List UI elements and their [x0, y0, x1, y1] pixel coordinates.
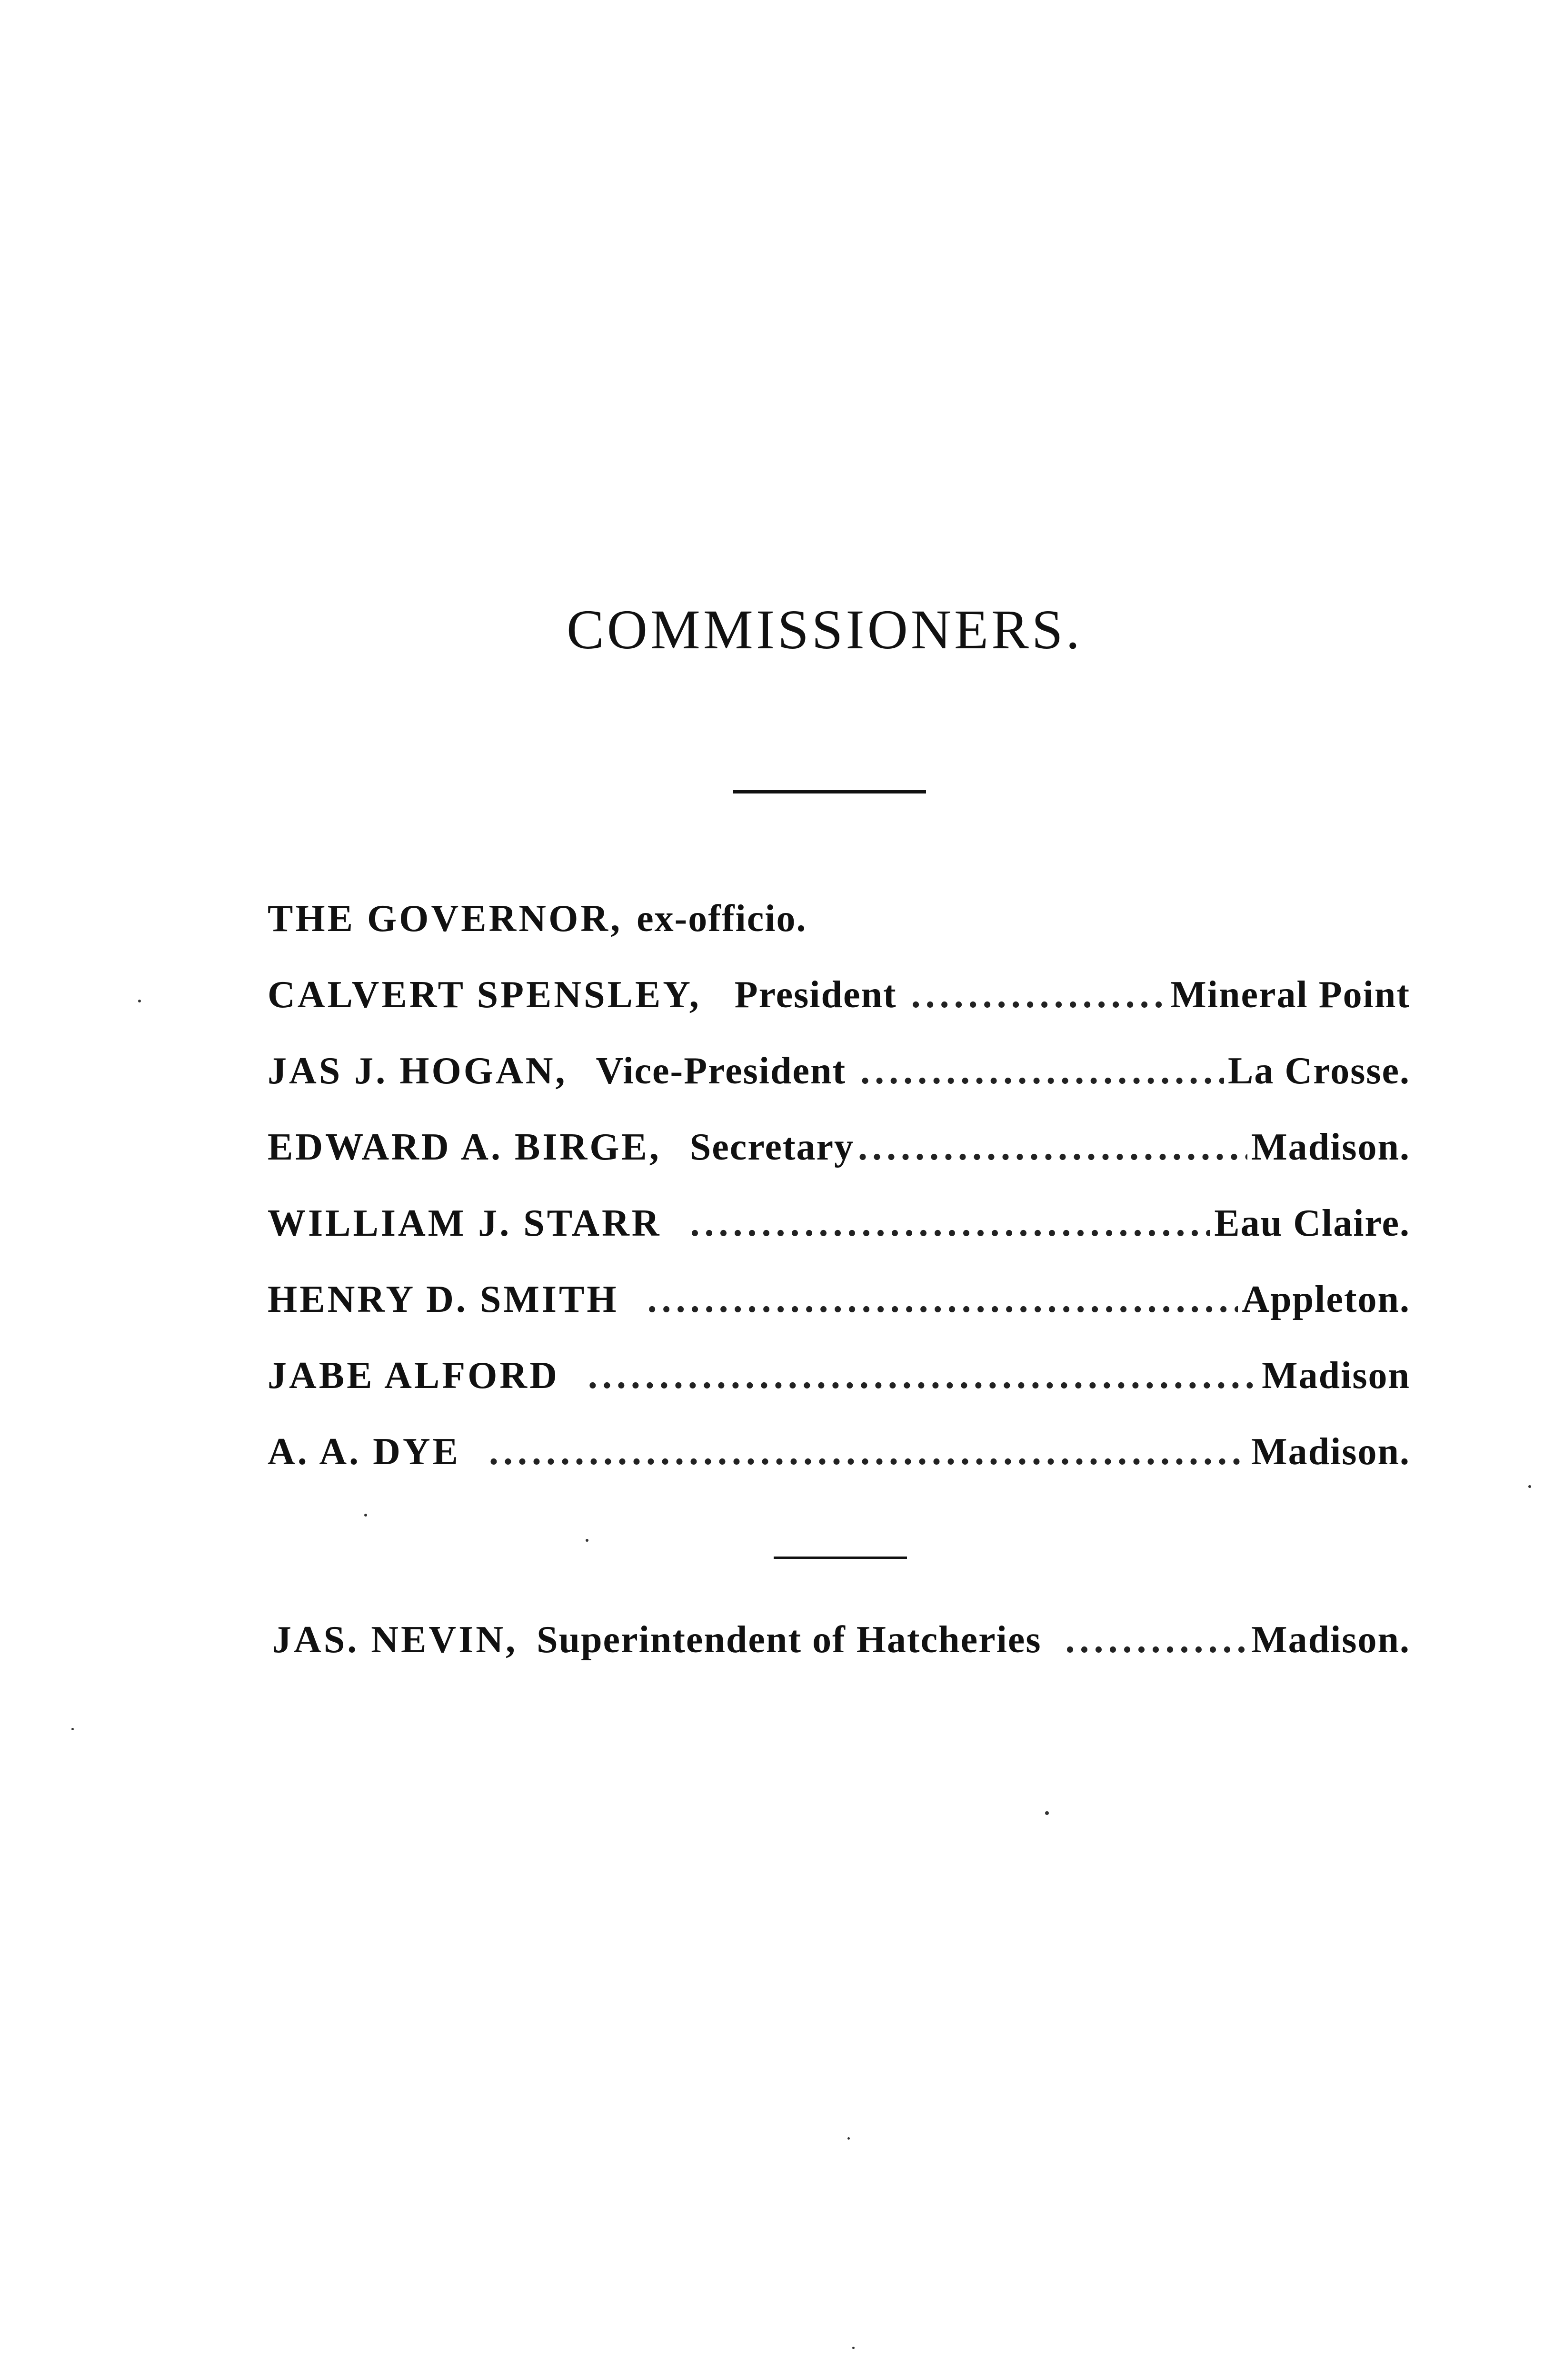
roster-row-hogan — [268, 1052, 1410, 1128]
roster-row-alford — [268, 1357, 1410, 1433]
page-title: COMMISSIONERS. — [567, 598, 1083, 661]
commissioner-name: THE GOVERNOR, — [268, 898, 623, 940]
roster-row-birge — [268, 1128, 1410, 1204]
commissioner-role: President — [734, 974, 897, 1016]
superintendent-name: JAS. NEVIN, — [272, 1619, 518, 1661]
commissioner-place: Eau Claire. — [1214, 1202, 1410, 1244]
commissioner-name: HENRY D. SMITH — [268, 1279, 619, 1320]
dot-leader — [860, 1052, 1224, 1090]
roster-row-governor — [268, 900, 887, 976]
superintendent-place: Madison. — [1251, 1619, 1410, 1661]
commissioner-place: Appleton. — [1242, 1279, 1410, 1320]
roster-row-smith — [268, 1280, 1410, 1357]
dot-leader — [1065, 1621, 1247, 1659]
divider-top — [733, 790, 926, 793]
scan-speck — [852, 2347, 855, 2349]
commissioner-name: WILLIAM J. STARR — [268, 1202, 662, 1244]
commissioner-name: JABE ALFORD — [268, 1355, 559, 1397]
scan-speck — [138, 1000, 141, 1002]
commissioner-place: Madison. — [1251, 1431, 1410, 1473]
commissioner-name: JAS J. HOGAN, — [268, 1050, 568, 1092]
commissioner-role: Secretary — [689, 1126, 855, 1168]
scan-speck — [1045, 1811, 1049, 1815]
dot-leader — [858, 1128, 1247, 1166]
scan-speck — [1528, 1485, 1531, 1488]
dot-leader — [648, 1280, 1238, 1319]
dot-leader — [588, 1357, 1258, 1395]
roster-row-spensley — [268, 976, 1410, 1052]
commissioner-name: A. A. DYE — [268, 1431, 461, 1473]
commissioner-place: La Crosse. — [1228, 1050, 1410, 1092]
commissioner-role: ex-officio. — [637, 898, 807, 940]
scan-speck — [847, 2137, 850, 2140]
commissioner-name: EDWARD A. BIRGE, — [268, 1126, 661, 1168]
roster-row-dye — [268, 1433, 1410, 1509]
roster-row-starr — [268, 1204, 1410, 1280]
scan-speck — [586, 1539, 588, 1542]
commissioners-list — [268, 900, 1410, 1509]
commissioner-place: Madison. — [1251, 1126, 1410, 1168]
scan-speck — [364, 1514, 367, 1517]
dot-leader — [911, 976, 1167, 1014]
roster-row-nevin — [272, 1621, 1410, 1697]
commissioner-place: Mineral Point — [1170, 974, 1410, 1016]
dot-leader — [690, 1204, 1211, 1242]
divider-bottom — [774, 1557, 907, 1559]
commissioner-role: Vice-President — [596, 1050, 847, 1092]
commissioner-name: CALVERT SPENSLEY, — [268, 974, 701, 1016]
dot-leader — [489, 1433, 1247, 1471]
commissioner-place: Madison — [1262, 1355, 1410, 1397]
superintendent-entry — [272, 1621, 1410, 1697]
scan-speck — [71, 1728, 74, 1730]
superintendent-role: Superintendent of Hatcheries — [537, 1619, 1042, 1661]
